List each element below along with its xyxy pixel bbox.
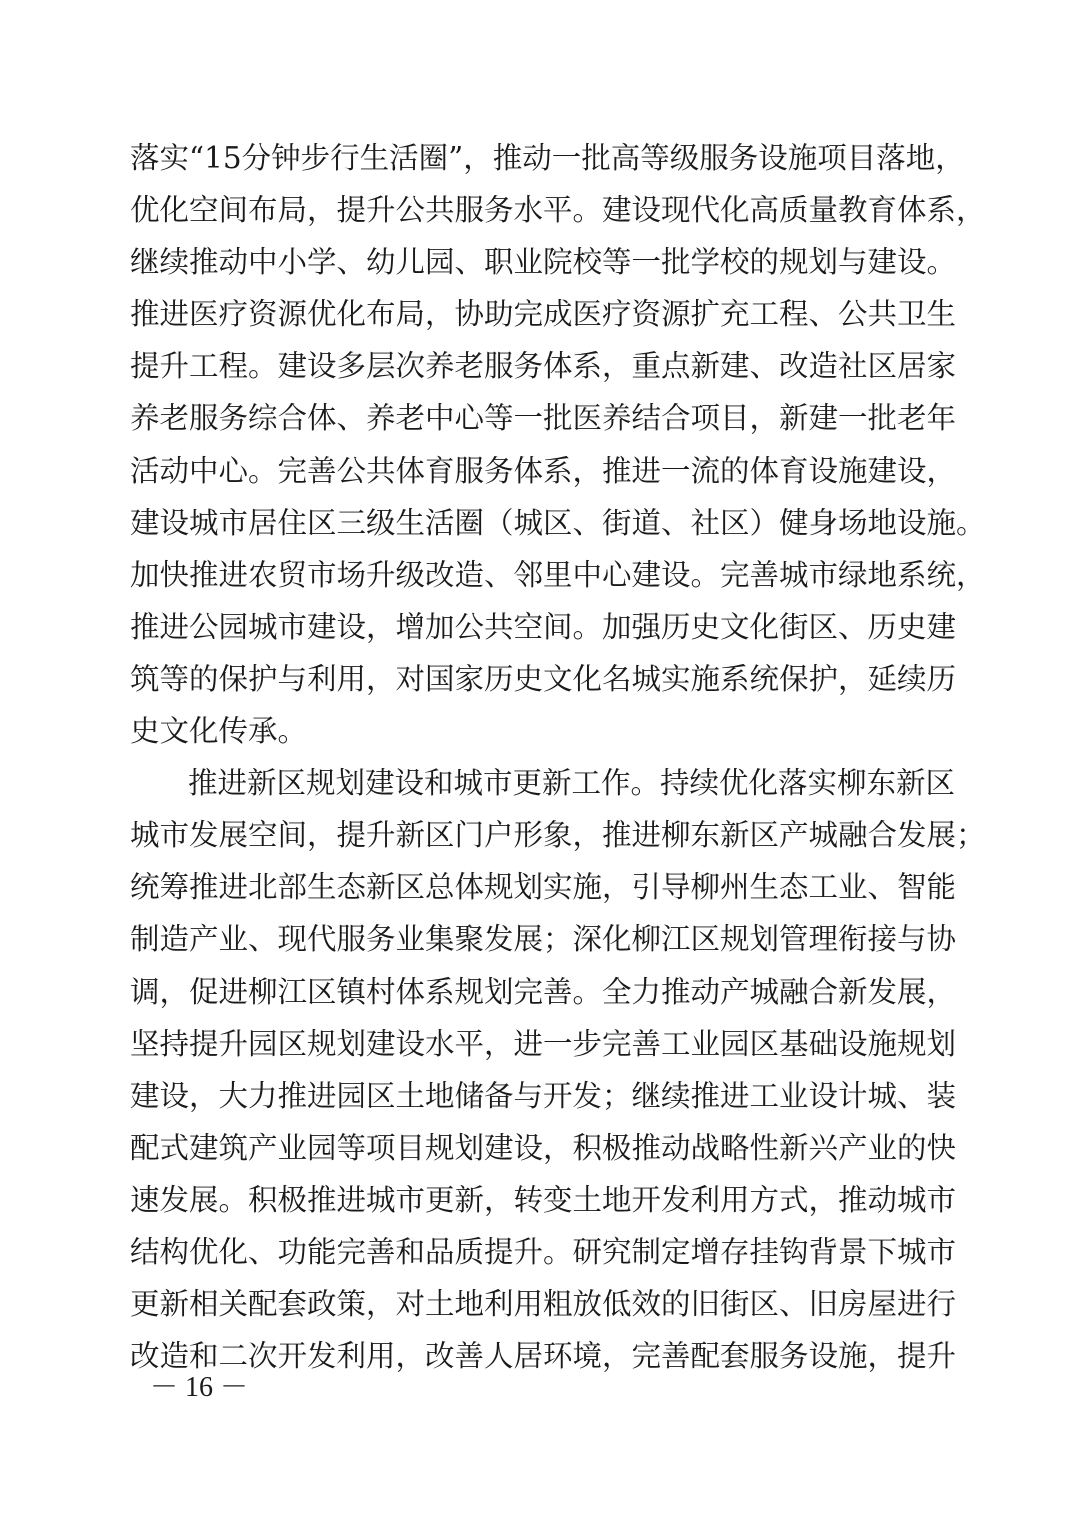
text-line: 改造和二次开发利用，改善人居环境，完善配套服务设施，提升 [130,1339,957,1374]
paragraph-2 [130,757,986,1382]
text-line: 提升工程。建设多层次养老服务体系，重点新建、改造社区居家 [130,349,957,384]
text-line: 结构优化、功能完善和品质提升。研究制定增存挂钩背景下城市 [130,1234,957,1269]
text-line: 推进公园城市建设，增加公共空间。加强历史文化街区、历史建 [130,609,957,644]
text-line: 制造产业、现代服务业集聚发展；深化柳江区规划管理衔接与协 [130,922,957,957]
text-line: 活动中心。完善公共体育服务体系，推进一流的体育设施建设， [130,453,957,488]
paragraph-1 [130,132,986,757]
text-line: 推进新区规划建设和城市更新工作。持续优化落实柳东新区 [188,766,956,801]
text-line: 坚持提升园区规划建设水平，进一步完善工业园区基础设施规划 [130,1026,957,1061]
body-text [130,132,986,1382]
text-line: 落实“15分钟步行生活圈”，推动一批高等级服务设施项目落地， [130,141,965,175]
text-line: 速发展。积极推进城市更新，转变土地开发利用方式，推动城市 [130,1182,957,1217]
text-line: 建设城市居住区三级生活圈（城区、街道、社区）健身场地设施。 [130,505,986,540]
page-number: － 16 － [150,1372,249,1403]
text-line: 统筹推进北部生态新区总体规划实施，引导柳州生态工业、智能 [130,870,957,905]
text-line: 更新相关配套政策，对土地利用粗放低效的旧街区、旧房屋进行 [130,1287,957,1322]
text-line: 配式建筑产业园等项目规划建设，积极推动战略性新兴产业的快 [130,1130,957,1165]
text-line: 建设，大力推进园区土地储备与开发；继续推进工业设计城、装 [130,1078,957,1113]
text-line: 养老服务综合体、养老中心等一批医养结合项目，新建一批老年 [130,401,957,436]
text-line: 筑等的保护与利用，对国家历史文化名城实施系统保护，延续历 [130,661,957,696]
text-line: 推进医疗资源优化布局，协助完成医疗资源扩充工程、公共卫生 [130,297,957,332]
text-line: 优化空间布局，提升公共服务水平。建设现代化高质量教育体系， [130,193,986,228]
text-line: 城市发展空间，提升新区门户形象，推进柳东新区产城融合发展； [130,818,986,853]
text-line: 调，促进柳江区镇村体系规划完善。全力推动产城融合新发展， [130,974,957,1009]
text-line: 加快推进农贸市场升级改造、邻里中心建设。完善城市绿地系统， [130,557,986,592]
text-line: 史文化传承。 [130,714,308,749]
text-line: 继续推动中小学、幼儿园、职业院校等一批学校的规划与建设。 [130,245,957,280]
